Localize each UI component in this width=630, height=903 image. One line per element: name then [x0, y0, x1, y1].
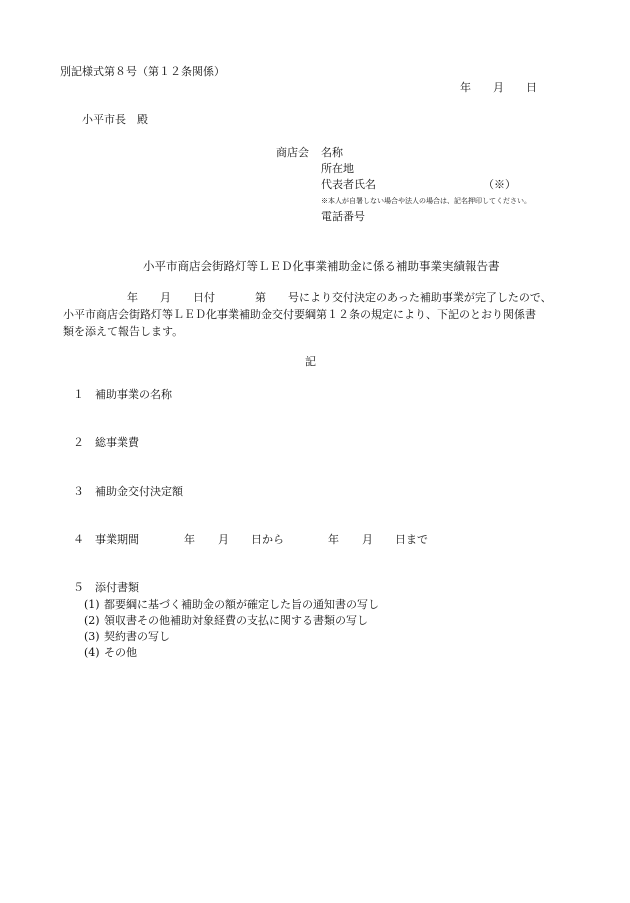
body-line-2: 小平市商店会街路灯等ＬＥＤ化事業補助金交付要綱第１２条の規定により、下記のとおり関係書 — [63, 308, 536, 321]
item-4-number: ４ — [73, 533, 84, 546]
document-title: 小平市商店会街路灯等ＬＥＤ化事業補助金に係る補助事業実績報告書 — [143, 259, 500, 273]
applicant-note: ※本人が自署しない場合や法人の場合は、記名押印してください。 — [321, 197, 531, 205]
body-year: 年 — [127, 291, 138, 304]
body-dai: 第 — [255, 291, 266, 304]
applicant-representative-label: 代表者氏名 — [321, 178, 376, 191]
body-line-3: 類を添えて報告します。 — [63, 325, 184, 338]
date-year: 年 — [460, 81, 471, 94]
period-start-day: 日から — [251, 533, 284, 546]
body-line-1 — [63, 289, 563, 306]
addressee: 小平市長 殿 — [82, 113, 148, 126]
period-start-month: 月 — [218, 533, 229, 546]
body-paragraph — [63, 289, 563, 340]
period-start-year: 年 — [184, 533, 195, 546]
attachment-4-mark: (4) — [84, 646, 100, 659]
attachment-2-mark: (2) — [84, 614, 100, 627]
item-4-label: 事業期間 — [95, 533, 139, 546]
item-3-number: ３ — [73, 485, 84, 498]
seal-mark: （※） — [483, 178, 516, 191]
attachment-1-text: 都要綱に基づく補助金の額が確定した旨の通知書の写し — [104, 598, 379, 611]
applicant-address-label: 所在地 — [321, 162, 354, 175]
item-1-label: 補助事業の名称 — [95, 388, 172, 401]
date-line — [460, 81, 537, 95]
form-number: 別記様式第８号（第１２条関係） — [60, 65, 225, 78]
applicant-group: 商店会 — [276, 146, 309, 159]
attachment-2-text: 領収書その他補助対象経費の支払に関する書類の写し — [104, 614, 368, 627]
period-end-month: 月 — [362, 533, 373, 546]
period-end-year: 年 — [328, 533, 339, 546]
applicant-name-label: 名称 — [321, 146, 343, 159]
date-day: 日 — [526, 81, 537, 94]
body-line-1-rest: 号により交付決定のあった補助事業が完了したので、 — [288, 291, 552, 304]
attachment-3-mark: (3) — [84, 630, 100, 643]
body-month: 月 — [160, 291, 171, 304]
item-2-label: 総事業費 — [95, 436, 139, 449]
item-3-label: 補助金交付決定額 — [95, 485, 183, 498]
date-month: 月 — [493, 81, 504, 94]
period-end-day: 日まで — [395, 533, 428, 546]
attachment-4-text: その他 — [104, 646, 137, 659]
ki-heading: 記 — [305, 355, 316, 368]
attachment-3-text: 契約書の写し — [104, 630, 170, 643]
applicant-phone-label: 電話番号 — [321, 210, 365, 223]
body-day: 日付 — [193, 291, 215, 304]
item-5-number: ５ — [73, 581, 84, 594]
item-2-number: ２ — [73, 436, 84, 449]
attachment-1-mark: (1) — [84, 598, 100, 611]
item-5-label: 添付書類 — [95, 581, 139, 594]
item-1-number: １ — [73, 388, 84, 401]
